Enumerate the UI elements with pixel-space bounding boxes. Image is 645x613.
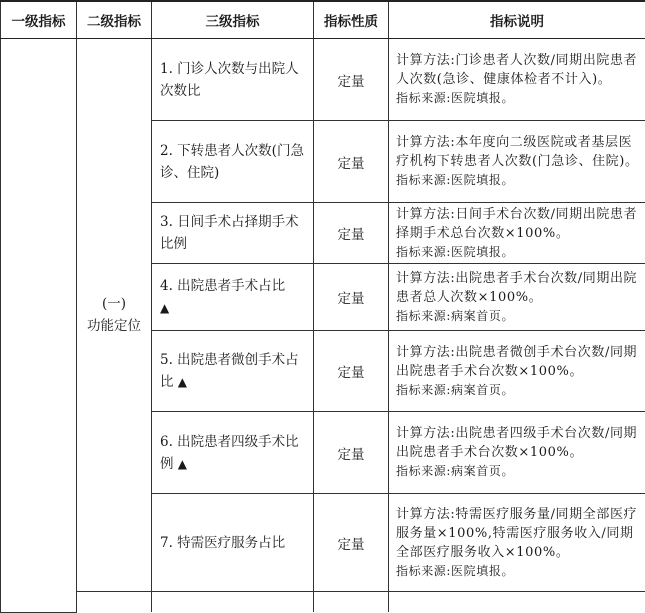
header-level2: 二级指标 bbox=[77, 1, 152, 39]
calc-method: 计算方法:出院患者手术台次数/同期出院患者总人次数×100%。 bbox=[396, 269, 639, 307]
indicator-source: 指标来源:医院填报。 bbox=[396, 562, 639, 581]
group-number: (一) bbox=[77, 293, 151, 315]
indicator-label: 6. 出院患者四级手术比例 bbox=[160, 434, 299, 472]
header-description: 指标说明 bbox=[389, 1, 645, 39]
indicator-source: 指标来源:病案首页。 bbox=[396, 307, 639, 326]
calc-method: 计算方法:特需医疗服务量/同期全部医疗服务量×100%,特需医疗服务收入/同期全部医疗服务收入×100%。 bbox=[396, 505, 639, 562]
group-label: 功能定位 bbox=[77, 315, 151, 337]
table-row bbox=[1, 39, 645, 121]
triangle-marker-icon: ▲ bbox=[178, 375, 187, 389]
description-cell bbox=[389, 331, 645, 412]
nature-cell: 定量 bbox=[314, 121, 389, 203]
indicator-label: 2. 下转患者人次数(门急诊、住院) bbox=[160, 143, 304, 181]
calc-method: 计算方法:门诊患者人次数/同期出院患者人次数(急诊、健康体检者不计入)。 bbox=[396, 51, 639, 89]
indicator-source: 指标来源:医院填报。 bbox=[396, 89, 639, 108]
description-cell bbox=[389, 264, 645, 331]
indicator-cell bbox=[152, 412, 314, 494]
header-nature: 指标性质 bbox=[314, 1, 389, 39]
description-cell bbox=[389, 39, 645, 121]
nature-cell-partial bbox=[314, 592, 389, 613]
level1-cell bbox=[1, 39, 77, 613]
indicator-label: 3. 日间手术占择期手术比例 bbox=[160, 214, 299, 252]
calc-method: 计算方法:日间手术台次数/同期出院患者择期手术总台次数×100%。 bbox=[396, 205, 639, 243]
calc-method: 计算方法:出院患者微创手术台次数/同期出院患者手术台次数×100%。 bbox=[396, 343, 639, 381]
nature-cell: 定量 bbox=[314, 494, 389, 592]
indicator-label: 1. 门诊人次数与出院人次数比 bbox=[160, 61, 299, 99]
table-row-partial bbox=[1, 592, 645, 613]
calc-method: 计算方法:本年度向二级医院或者基层医疗机构下转患者人次数(门急诊、住院)。 bbox=[396, 133, 639, 171]
indicator-cell-partial bbox=[152, 592, 314, 613]
description-cell bbox=[389, 412, 645, 494]
nature-cell: 定量 bbox=[314, 412, 389, 494]
description-cell bbox=[389, 494, 645, 592]
description-cell bbox=[389, 203, 645, 264]
indicator-source: 指标来源:医院填报。 bbox=[396, 243, 639, 262]
indicator-cell bbox=[152, 494, 314, 592]
indicator-cell bbox=[152, 264, 314, 331]
indicator-cell bbox=[152, 203, 314, 264]
nature-cell: 定量 bbox=[314, 264, 389, 331]
nature-cell: 定量 bbox=[314, 331, 389, 412]
calc-method: 计算方法:出院患者四级手术台次数/同期出院患者手术台次数×100%。 bbox=[396, 424, 639, 462]
header-row bbox=[1, 1, 645, 39]
nature-cell: 定量 bbox=[314, 39, 389, 121]
nature-cell: 定量 bbox=[314, 203, 389, 264]
indicator-source: 指标来源:医院填报。 bbox=[396, 171, 639, 190]
level2-cell bbox=[77, 39, 152, 592]
indicator-cell bbox=[152, 121, 314, 203]
triangle-marker-icon: ▲ bbox=[178, 457, 187, 471]
header-level3: 三级指标 bbox=[152, 1, 314, 39]
indicator-cell bbox=[152, 39, 314, 121]
indicator-cell bbox=[152, 331, 314, 412]
indicator-label: 5. 出院患者微创手术占比 bbox=[160, 352, 299, 390]
indicator-label: 7. 特需医疗服务占比 bbox=[160, 535, 285, 551]
indicator-label: 4. 出院患者手术占比 bbox=[160, 278, 285, 294]
description-cell bbox=[389, 121, 645, 203]
triangle-marker-icon: ▲ bbox=[160, 301, 169, 315]
level2-cell-partial bbox=[77, 592, 152, 613]
indicator-source: 指标来源:病案首页。 bbox=[396, 381, 639, 400]
indicator-source: 指标来源:病案首页。 bbox=[396, 462, 639, 481]
header-level1: 一级指标 bbox=[1, 1, 77, 39]
description-cell-partial bbox=[389, 592, 645, 613]
